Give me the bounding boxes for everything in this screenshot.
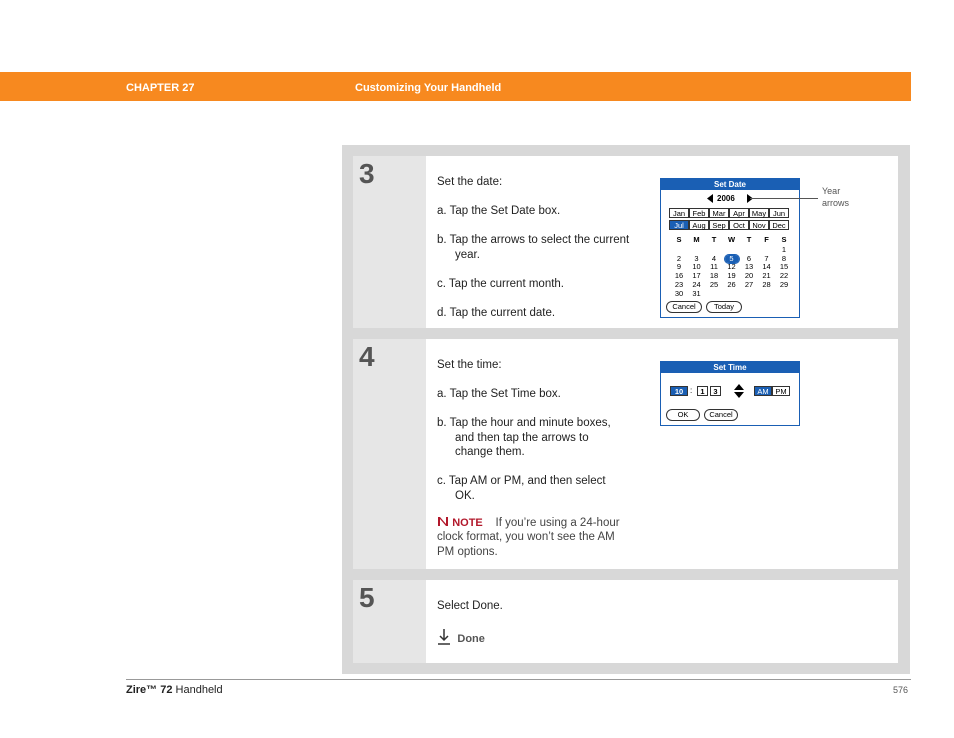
day-cell[interactable]: 21 (762, 271, 771, 281)
day-cell[interactable]: 6 (746, 253, 752, 263)
month-jun[interactable]: Jun (769, 208, 789, 218)
month-feb[interactable]: Feb (689, 208, 709, 218)
day-cell[interactable]: 27 (744, 279, 754, 289)
month-may[interactable]: May (749, 208, 769, 218)
day-cell[interactable]: 11 (710, 262, 718, 272)
step-intro: Set the date: (437, 176, 503, 188)
year-label: 2006 (717, 194, 735, 203)
step-3 (353, 156, 898, 328)
day-cell[interactable]: 15 (779, 262, 789, 272)
time-up-arrow-icon[interactable] (734, 384, 744, 390)
chapter-number: CHAPTER 27 (126, 82, 195, 94)
month-aug[interactable]: Aug (689, 220, 709, 230)
hour-box[interactable]: 10 (670, 386, 688, 396)
minute-tens-box[interactable]: 1 (697, 386, 708, 396)
month-nov[interactable]: Nov (749, 220, 769, 230)
step-number: 4 (359, 341, 375, 372)
day-cell[interactable]: 25 (709, 279, 719, 289)
set-date-dialog (660, 178, 800, 318)
month-sep[interactable]: Sep (709, 220, 729, 230)
done-reference (437, 628, 637, 647)
footer-product: Zire™ 72 Handheld (126, 684, 223, 696)
today-button[interactable]: Today (706, 301, 742, 313)
day-cell[interactable]: 31 (692, 288, 701, 298)
step-intro: Set the time: (437, 359, 502, 371)
day-cell[interactable]: 30 (674, 288, 684, 298)
step-content (437, 358, 627, 574)
list-item: c. Tap the current month. (437, 277, 564, 290)
cancel-button[interactable]: Cancel (704, 409, 738, 421)
weekday-label: S (781, 235, 787, 244)
step-content (437, 599, 637, 661)
day-cell[interactable]: 9 (676, 262, 682, 272)
month-jul[interactable]: Jul (669, 220, 689, 230)
day-cell[interactable]: 14 (762, 262, 771, 272)
day-cell[interactable]: 12 (727, 262, 736, 272)
day-cell[interactable]: 28 (762, 279, 771, 289)
day-cell[interactable]: 20 (744, 271, 754, 281)
year-left-arrow-icon[interactable] (706, 194, 714, 203)
weekday-label: W (727, 235, 736, 244)
month-apr[interactable]: Apr (729, 208, 749, 218)
dialog-title: Set Date (661, 179, 799, 190)
day-cell[interactable]: 24 (692, 279, 701, 289)
chapter-header (0, 72, 911, 101)
day-cell[interactable]: 10 (692, 262, 701, 272)
step-content (437, 175, 637, 335)
day-cell[interactable]: 16 (674, 271, 684, 281)
set-time-dialog (660, 361, 800, 426)
step-number: 5 (359, 582, 375, 613)
note-text: If you’re using a 24-hour clock format, you won’t see the AM PM options. (437, 516, 620, 558)
day-cell[interactable]: 19 (727, 271, 736, 281)
list-item: a. Tap the Set Date box. (437, 205, 561, 217)
day-cell[interactable]: 2 (676, 253, 682, 263)
list-item: b. Tap the hour and minute boxes, and then tap the arrows to change them. (437, 417, 611, 458)
minute-ones-box[interactable]: 3 (710, 386, 721, 396)
chapter-title: Customizing Your Handheld (355, 82, 502, 94)
note (437, 516, 627, 560)
month-oct[interactable]: Oct (729, 220, 749, 230)
step-intro: Select Done. (437, 600, 503, 612)
note-icon (437, 516, 449, 527)
day-cell[interactable]: 29 (779, 279, 789, 289)
dialog-title: Set Time (661, 362, 799, 373)
day-cell[interactable]: 22 (779, 271, 789, 281)
day-cell[interactable]: 3 (694, 253, 699, 263)
step-4 (353, 339, 898, 569)
month-mar[interactable]: Mar (709, 208, 729, 218)
day-cell[interactable]: 13 (744, 262, 754, 272)
pm-button[interactable]: PM (772, 386, 790, 396)
weekday-label: T (746, 235, 752, 244)
time-down-arrow-icon[interactable] (734, 392, 744, 398)
day-cell[interactable]: 17 (692, 271, 701, 281)
footer-rule (126, 679, 911, 680)
list-item: d. Tap the current date. (437, 306, 556, 319)
day-cell[interactable]: 18 (709, 271, 719, 281)
weekday-label: F (764, 235, 769, 244)
day-cell[interactable]: 26 (727, 279, 736, 289)
list-item: c. Tap AM or PM, and then select OK. (437, 475, 606, 502)
day-cell[interactable]: 5 (725, 255, 739, 264)
day-cell[interactable]: 23 (674, 279, 684, 289)
cancel-button[interactable]: Cancel (666, 301, 702, 313)
callout-line (750, 198, 818, 199)
day-cell[interactable]: 1 (781, 245, 787, 254)
step-number: 3 (359, 158, 375, 189)
day-cell[interactable]: 7 (764, 253, 769, 263)
am-button[interactable]: AM (754, 386, 772, 396)
year-arrows-callout: Year arrows (822, 186, 850, 208)
note-label: NOTE (452, 516, 483, 529)
list-item: b. Tap the arrows to select the current year. (437, 234, 630, 261)
done-label: Done (457, 633, 485, 645)
month-dec[interactable]: Dec (769, 220, 789, 230)
day-cell[interactable]: 8 (781, 253, 787, 263)
time-colon: : (690, 386, 693, 395)
month-jan[interactable]: Jan (669, 208, 689, 218)
weekday-label: T (711, 235, 717, 244)
day-cell[interactable]: 4 (711, 253, 717, 263)
weekday-label: S (676, 235, 682, 244)
step-5 (353, 580, 898, 663)
list-item: a. Tap the Set Time box. (437, 388, 561, 400)
arrow-down-icon (437, 628, 451, 646)
page-number: 576 (893, 685, 909, 695)
steps-panel (342, 145, 910, 674)
weekday-label: M (693, 235, 700, 244)
ok-button[interactable]: OK (666, 409, 700, 421)
